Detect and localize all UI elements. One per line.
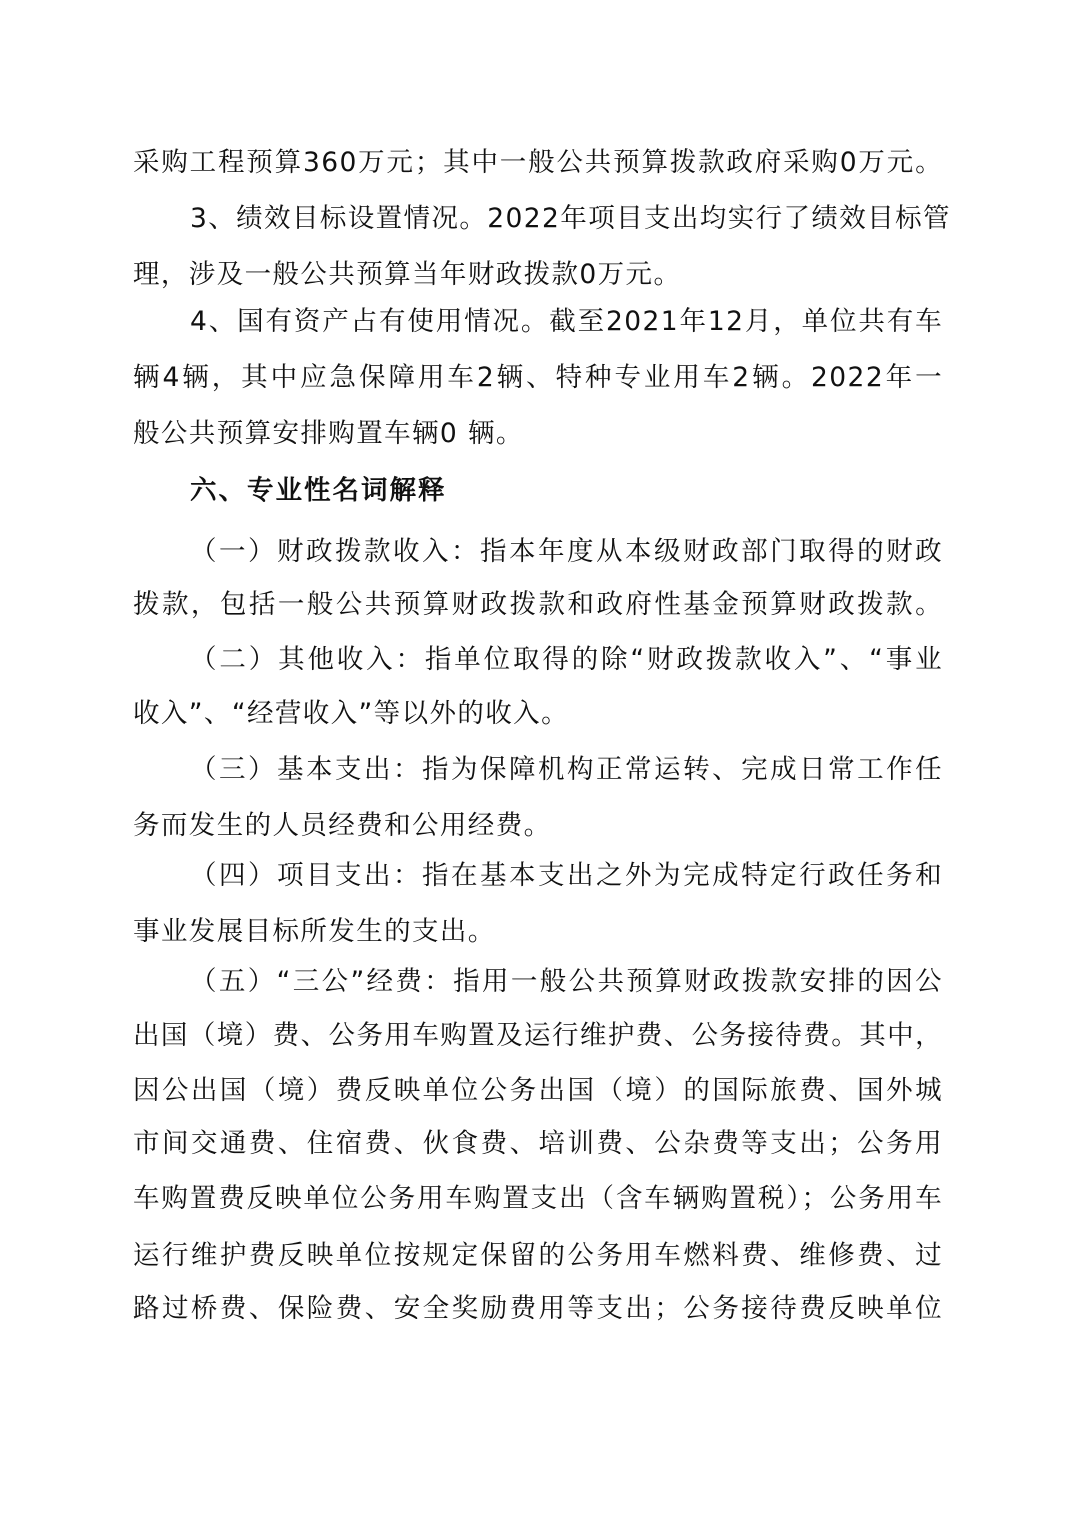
text-line: （二）其他收入：指单位取得的除“财政拨款收入”、“事业 [190, 644, 943, 675]
text-line: 市间交通费、住宿费、伙食费、培训费、公杂费等支出；公务用 [133, 1128, 943, 1159]
text-line: （三）基本支出：指为保障机构正常运转、完成日常工作任 [190, 754, 943, 785]
text-line: 采购工程预算360万元；其中一般公共预算拨款政府采购0万元。 [133, 147, 943, 178]
text-line: 辆4辆，其中应急保障用车2辆、特种专业用车2辆。2022年一 [133, 362, 943, 393]
text-line: 拨款，包括一般公共预算财政拨款和政府性基金预算财政拨款。 [133, 589, 943, 620]
text-line: 务而发生的人员经费和公用经费。 [133, 810, 552, 841]
text-line: （五）“三公”经费：指用一般公共预算财政拨款安排的因公 [190, 966, 943, 997]
text-line: 收入”、“经营收入”等以外的收入。 [133, 698, 569, 729]
text-line: （四）项目支出：指在基本支出之外为完成特定行政任务和 [190, 860, 943, 891]
text-line: 般公共预算安排购置车辆0 辆。 [133, 418, 524, 449]
text-line: 4、国有资产占有使用情况。截至2021年12月，单位共有车 [190, 306, 943, 337]
text-line: 运行维护费反映单位按规定保留的公务用车燃料费、维修费、过 [133, 1240, 943, 1271]
text-line: 因公出国（境）费反映单位公务出国（境）的国际旅费、国外城 [133, 1075, 943, 1106]
text-line: 车购置费反映单位公务用车购置支出（含车辆购置税）；公务用车 [133, 1183, 943, 1214]
text-line: （一）财政拨款收入：指本年度从本级财政部门取得的财政 [190, 536, 943, 567]
text-line: 理，涉及一般公共预算当年财政拨款0万元。 [133, 259, 682, 290]
text-line: 出国（境）费、公务用车购置及运行维护费、公务接待费。其中， [133, 1020, 943, 1051]
section-heading: 六、专业性名词解释 [190, 475, 447, 506]
text-line: 路过桥费、保险费、安全奖励费用等支出；公务接待费反映单位 [133, 1293, 943, 1324]
text-line: 3、绩效目标设置情况。2022年项目支出均实行了绩效目标管 [190, 203, 951, 234]
text-line: 事业发展目标所发生的支出。 [133, 916, 496, 947]
